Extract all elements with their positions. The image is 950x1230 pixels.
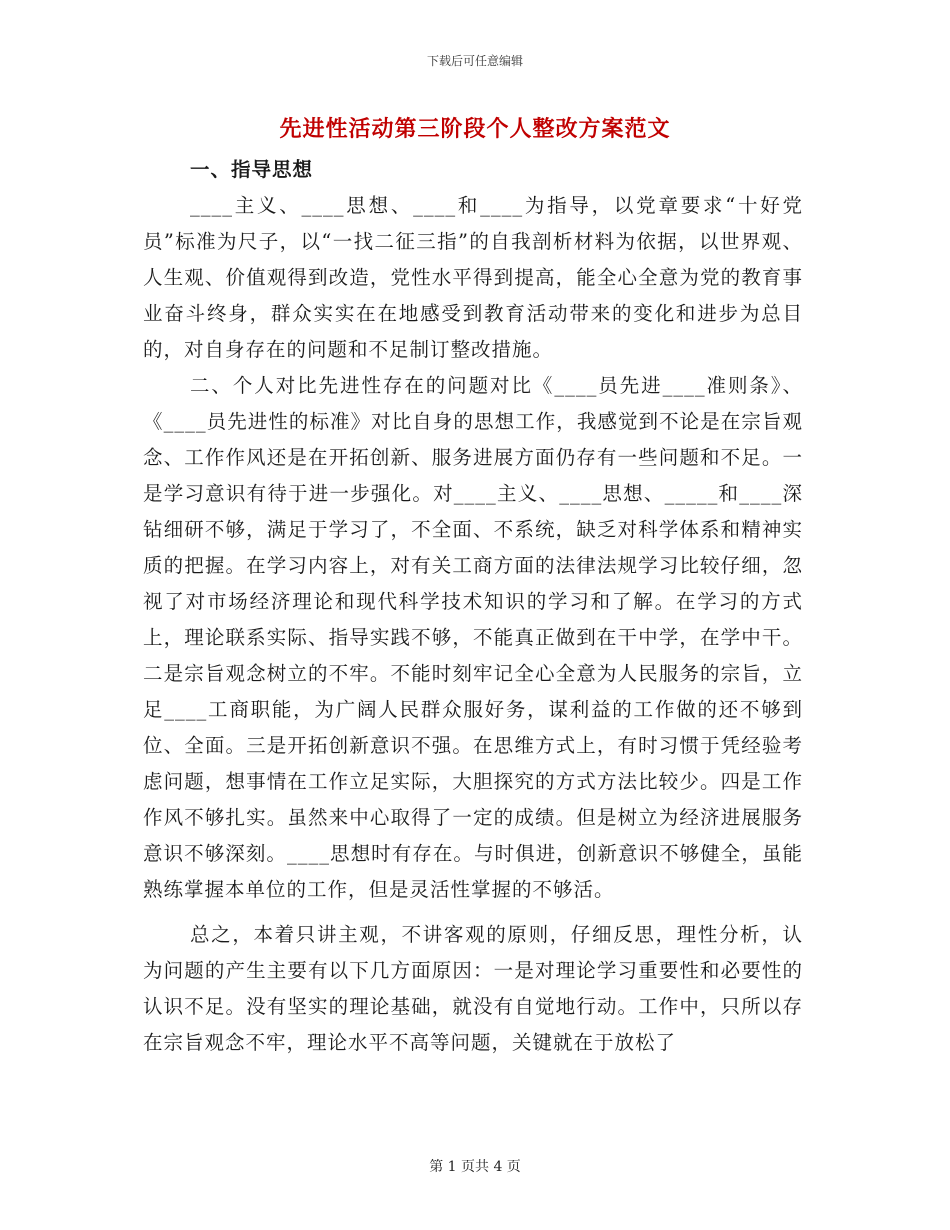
paragraph-personal-problems: 二、个人对比先进性存在的问题对比《____员先进____准则条》、《____员先进性的标准》对比自身的思想工作，我感觉到不论是在宗旨观念、工作作风还是在开拓创新、服务进展方面仍存有一些问题和不足。一是学习意识有待于进一步强化。对____主义、____思想、_____和____深钻细研不够，满足于学习了，不全面、不系统，缺乏对科学体系和精神实质的把握。在学习内容上，对有关工商方面的法律法规学习比较仔细，忽视了对市场经济理论和现代科学技术知识的学习和了解。在学习的方式上，理论联系实际、指导实践不够，不能真正做到在干中学，在学中干。二是宗旨观念树立的不牢。不能时刻牢记全心全意为人民服务的宗旨，立足____工商职能，为广阔人民群众服好务，谋利益的工作做的还不够到位、全面。三是开拓创新意识不强。在思维方式上，有时习惯于凭经验考虑问题，想事情在工作立足实际，大胆探究的方式方法比较少。四是工作作风不够扎实。虽然来中心取得了一定的成绩。但是树立为经济进展服务意识不够深刻。____思想时有存在。与时俱进，创新意识不够健全，虽能熟练掌握本单位的工作，但是灵活性掌握的不够活。	[143, 374, 803, 901]
paragraph-guiding-ideology: ____主义、____思想、____和____为指导，以党章要求“十好党员”标准为尺子，以“一找二征三指”的自我剖析材料为依据，以世界观、人生观、价值观得到改造，党性水平得到提高，能全心全意为党的教育事业奋斗终身，群众实实在在地感受到教育活动带来的变化和进步为总目的，对自身存在的问题和不足制订整改措施。	[143, 194, 803, 361]
paragraph-summary: 总之，本着只讲主观，不讲客观的原则，仔细反思，理性分析，认为问题的产生主要有以下几方面原因：一是对理论学习重要性和必要性的认识不足。没有坚实的理论基础，就没有自觉地行动。工作中，只所以存在宗旨观念不牢，理论水平不高等问题，关键就在于放松了	[143, 923, 803, 1054]
page-number: 第 1 页共 4 页	[429, 1159, 521, 1175]
header-note: 下载后可任意编辑	[426, 54, 523, 68]
document-body	[143, 152, 803, 1061]
section-heading-guiding-ideology: 一、指导思想	[190, 158, 314, 181]
document-title: 先进性活动第三阶段个人整改方案范文	[279, 116, 671, 142]
